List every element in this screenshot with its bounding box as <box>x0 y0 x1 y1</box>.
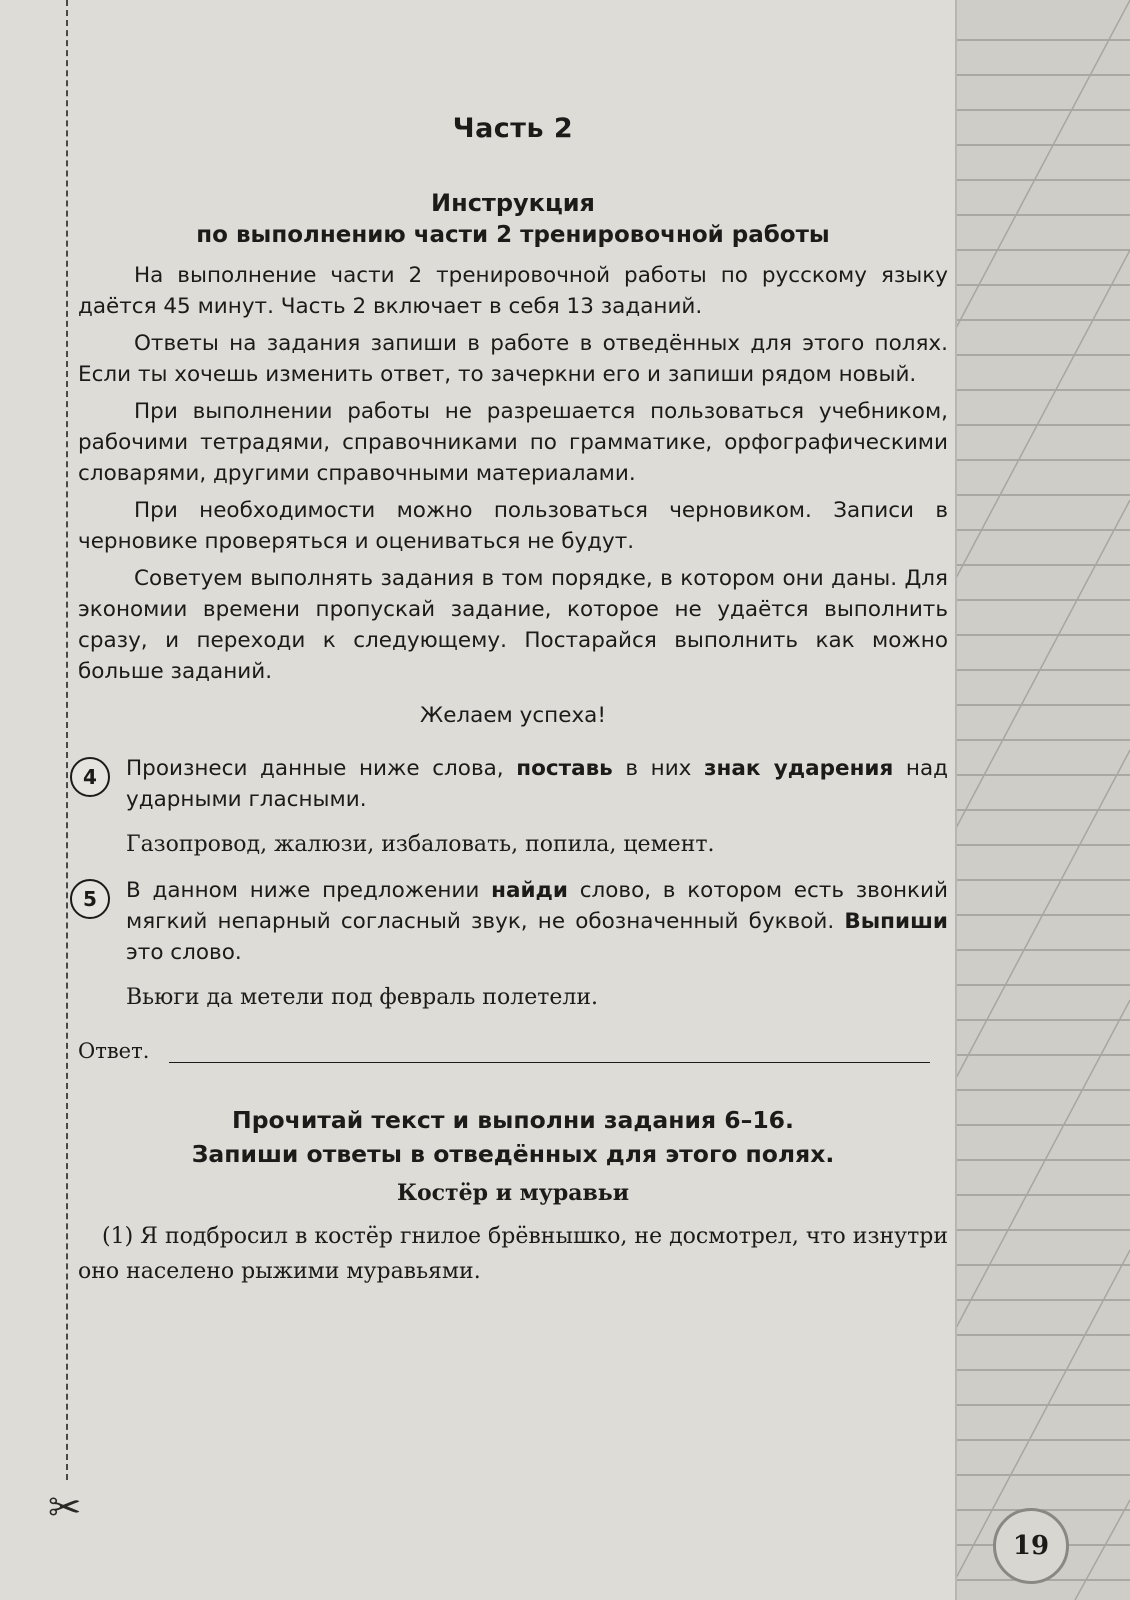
task-keyword: найди <box>491 878 568 903</box>
instruction-paragraph: На выполнение части 2 тренировочной работы по русскому языку даётся 45 минут. Часть 2 включает в себя 13 заданий. <box>78 263 948 319</box>
answer-row <box>78 1028 948 1063</box>
instruction-paragraph: При необходимости можно пользоваться черновиком. Записи в черновике проверяться и оцениваться не будут. <box>78 498 948 554</box>
task-text-part: слово, в котором есть звонкий мягкий непарный согласный звук, не обозначенный буквой. <box>126 878 948 934</box>
next-page-edge <box>955 0 1130 1600</box>
task-text-part: В данном ниже предложении <box>126 878 492 903</box>
task-5 <box>78 875 948 968</box>
task-text-part: в них <box>612 756 705 781</box>
cut-line <box>66 0 68 1480</box>
ruled-lines <box>955 0 1130 1600</box>
task-number-badge: 5 <box>70 879 110 919</box>
task-5-sentence: Вьюги да метели под февраль полетели. <box>126 985 599 1010</box>
task-keyword: Выпиши <box>844 909 948 934</box>
part-title: Часть 2 <box>452 113 574 144</box>
text-body: (1) Я подбросил в костёр гнилое брёвнышко, не досмотрел, что изнутри оно населено рыжими муравьями. <box>78 1224 948 1284</box>
instruction-subtitle: по выполнению части 2 тренировочной работы <box>196 222 830 248</box>
task-keyword: знак ударения <box>704 756 894 781</box>
answer-field[interactable] <box>169 1028 930 1063</box>
wish-text: Желаем успеха! <box>420 703 606 728</box>
task-4-words: Газопровод, жалюзи, избаловать, попила, цемент. <box>126 832 715 857</box>
task-4-text <box>126 753 948 815</box>
task-text-part: Произнеси данные ниже слова, <box>126 756 517 781</box>
instruction-title: Инструкция <box>431 189 595 217</box>
scissors-icon: ✂ <box>48 1485 82 1531</box>
text-title: Костёр и муравьи <box>396 1180 630 1206</box>
answer-label: Ответ. <box>78 1039 150 1063</box>
page-content <box>78 110 948 1289</box>
task-number-badge: 4 <box>70 757 110 797</box>
task-4 <box>78 753 948 815</box>
task-keyword: поставь <box>516 756 613 781</box>
task-text-part: это слово. <box>126 940 242 965</box>
instruction-paragraph: Советуем выполнять задания в том порядке, в котором они даны. Для экономии времени пропускай задание, которое не удаётся выполнить сразу, и переходи к следующему. Постарайся выполнить как можно больше заданий. <box>78 566 948 684</box>
reading-instruction-line: Прочитай текст и выполни задания 6–16. <box>232 1106 794 1134</box>
task-text-part: над ударными гласными. <box>126 756 948 812</box>
instruction-paragraph: При выполнении работы не разрешается пользоваться учебником, рабочими тетрадями, справочниками по грамматике, орфографическими словарями, другими справочными материалами. <box>78 399 948 486</box>
task-5-text <box>126 875 948 968</box>
instruction-paragraph: Ответы на задания запиши в работе в отведённых для этого полях. Если ты хочешь изменить ответ, то зачеркни его и запиши рядом новый. <box>78 331 948 387</box>
reading-instruction-line: Запиши ответы в отведённых для этого полях. <box>191 1140 835 1168</box>
page-number-badge: 19 <box>993 1508 1069 1584</box>
